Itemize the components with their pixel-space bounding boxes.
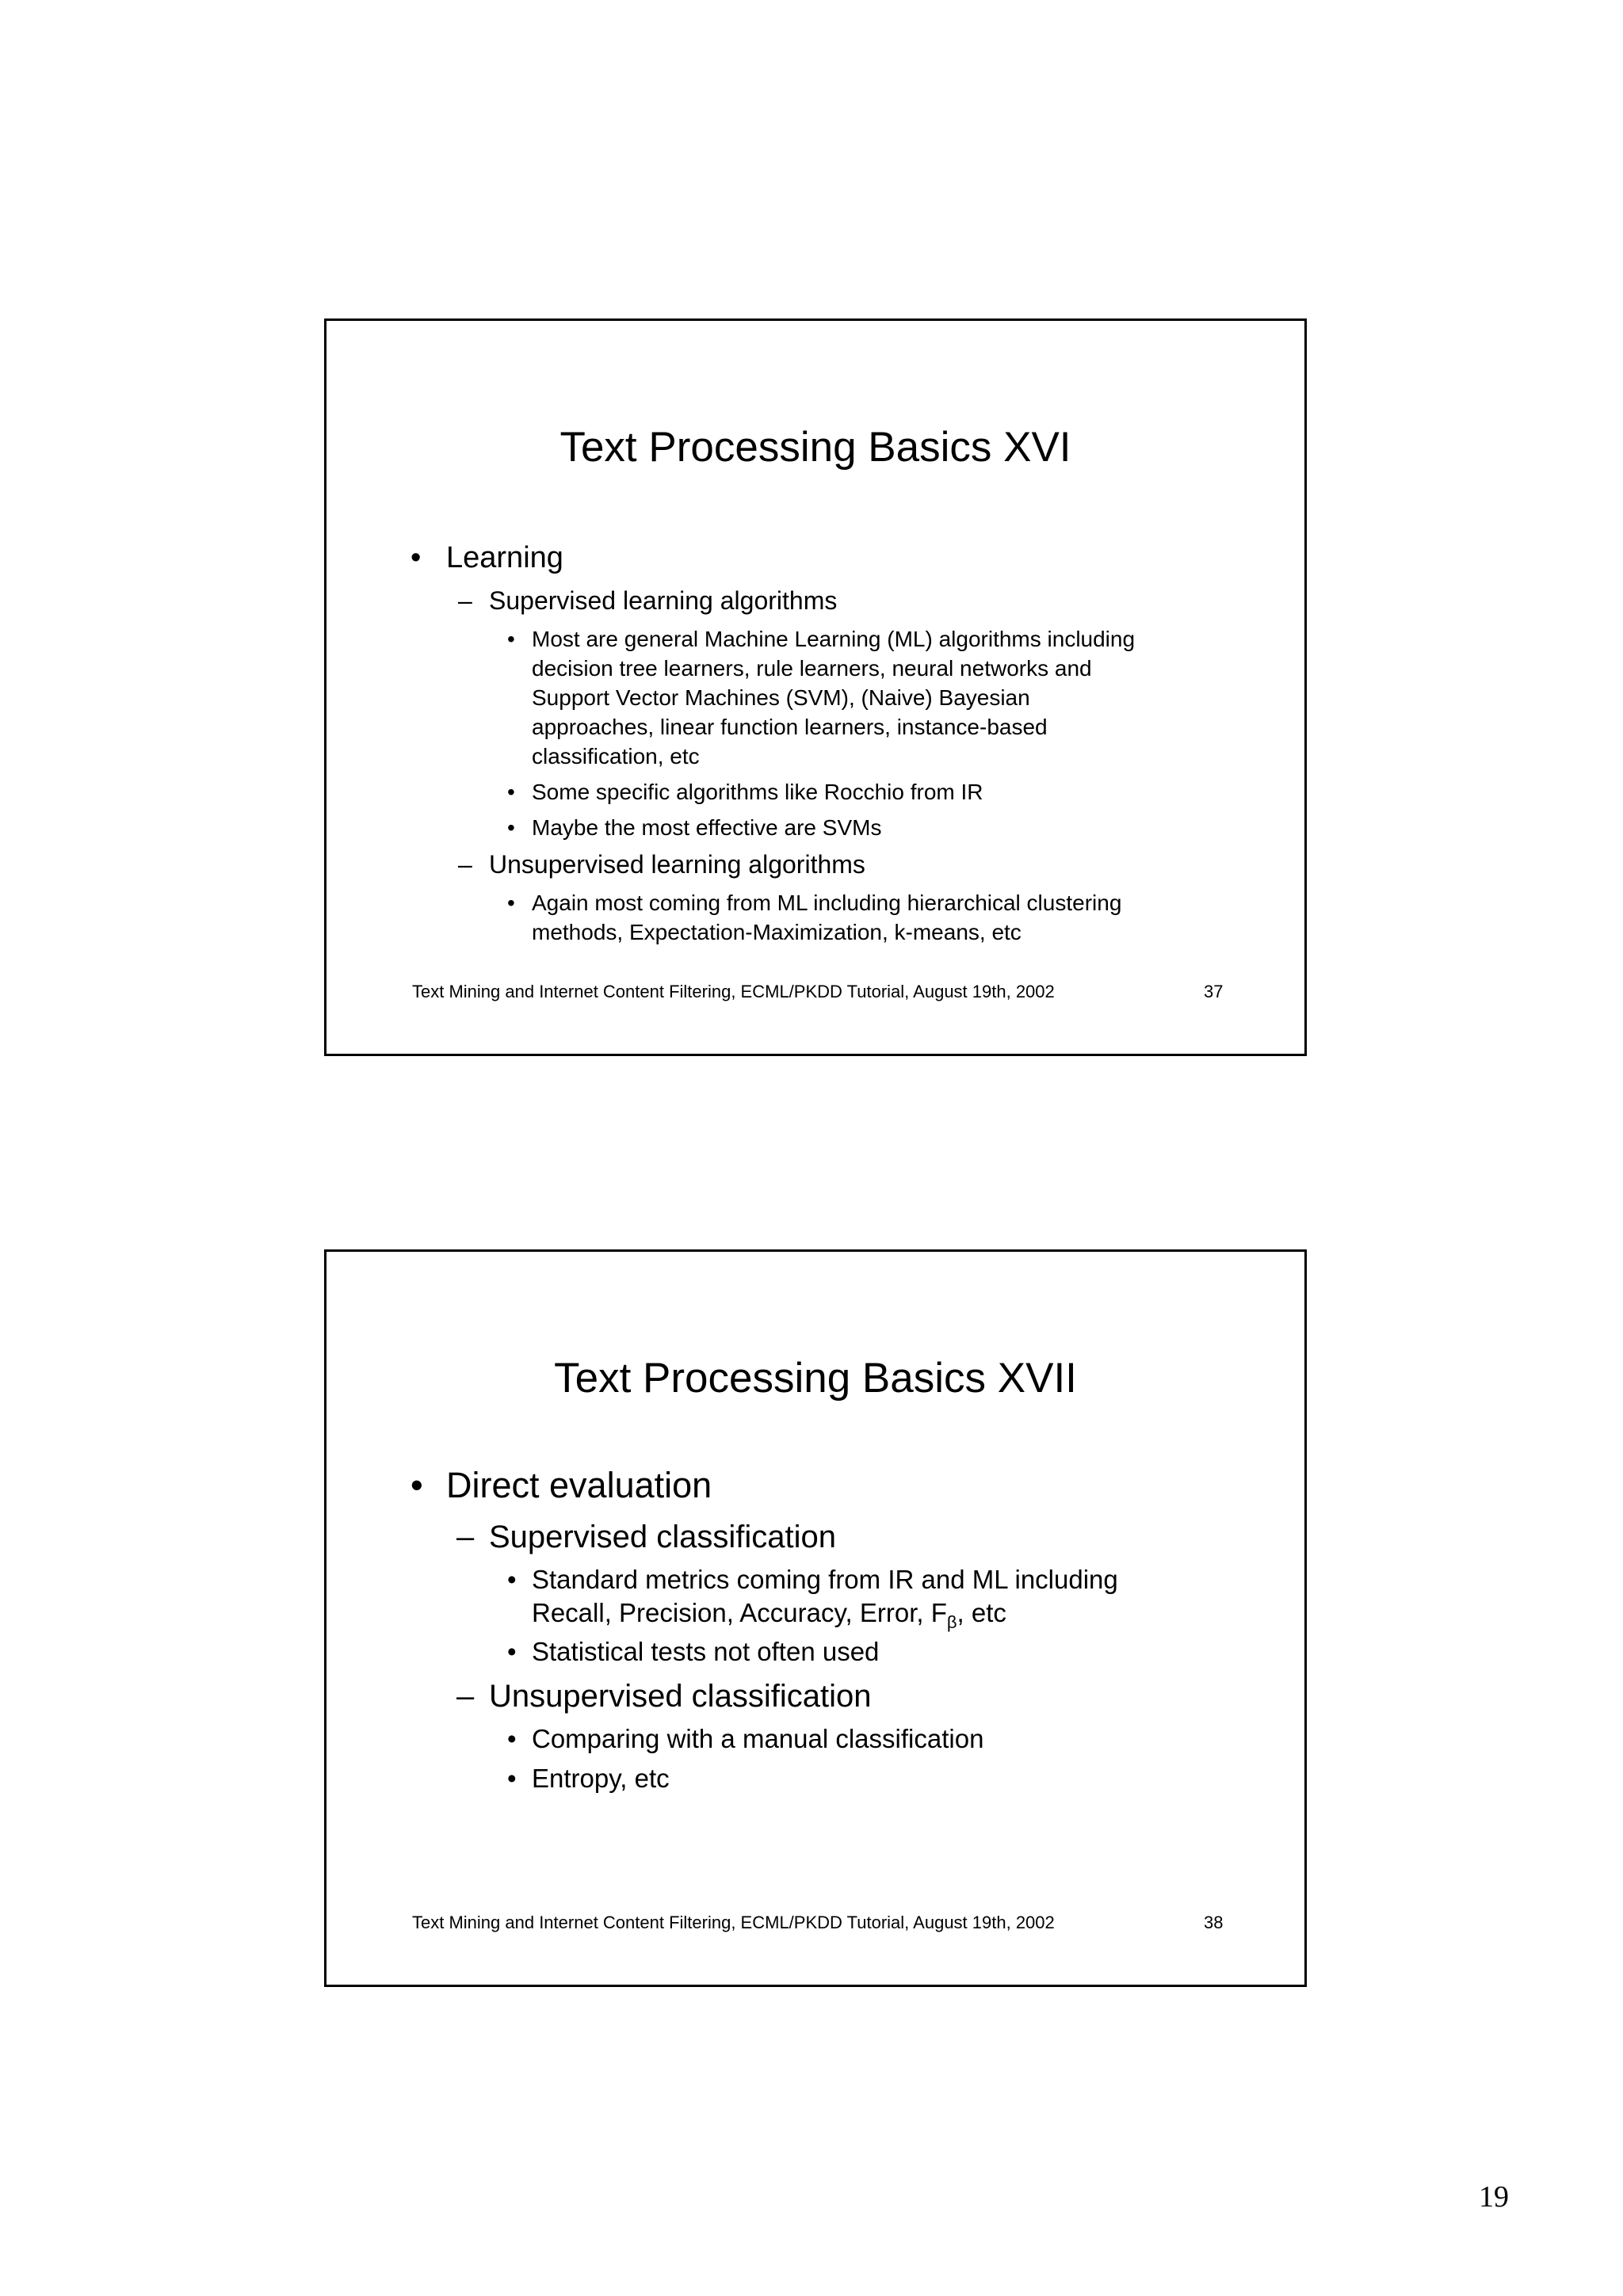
bullet-marker: • [411, 1465, 423, 1505]
page-number: 19 [1479, 2180, 1509, 2214]
bullet-marker: • [507, 1637, 517, 1666]
bullet-marker: • [507, 815, 515, 840]
dash-marker: – [458, 850, 472, 879]
sub-sub-bullet-text: Standard metrics coming from IR and ML including [532, 1565, 1118, 1594]
sub-bullet-text: Supervised classification [489, 1520, 836, 1554]
bullet-marker: • [507, 891, 515, 915]
slide-title: Text Processing Basics XVII [554, 1355, 1077, 1402]
bullet-marker: • [411, 541, 422, 574]
sub-sub-bullet-text: decision tree learners, rule learners, neural networks and [532, 656, 1092, 681]
sub-sub-bullet-text: Entropy, etc [532, 1764, 670, 1793]
slide-title: Text Processing Basics XVI [559, 424, 1071, 471]
sub-bullet-text: Unsupervised learning algorithms [489, 850, 865, 879]
sub-sub-bullet-text: classification, etc [532, 744, 700, 769]
dash-marker: – [456, 1520, 475, 1554]
bullet-marker: • [507, 1724, 517, 1753]
sub-bullet-text: Unsupervised classification [489, 1679, 872, 1714]
bullet-text: Direct evaluation [446, 1465, 712, 1505]
sub-sub-bullet-text: Statistical tests not often used [532, 1637, 880, 1666]
metrics-text-end: , etc [957, 1598, 1006, 1627]
sub-sub-bullet-text: Some specific algorithms like Rocchio from IR [532, 780, 983, 804]
slide-footer: Text Mining and Internet Content Filtering, ECML/PKDD Tutorial, August 19th, 2002 [412, 982, 1055, 1001]
bullet-marker: • [507, 780, 515, 804]
sub-sub-bullet-text: Again most coming from ML including hierarchical clustering [532, 891, 1122, 915]
slide-number: 37 [1204, 982, 1224, 1001]
dash-marker: – [458, 586, 472, 615]
slide-38 [324, 1249, 1307, 1987]
sub-sub-bullet-text: Support Vector Machines (SVM), (Naive) Bayesian [532, 685, 1030, 710]
sub-sub-bullet-text: Most are general Machine Learning (ML) algorithms including [532, 627, 1136, 651]
slide-footer: Text Mining and Internet Content Filtering, ECML/PKDD Tutorial, August 19th, 2002 [412, 1913, 1055, 1932]
slide-number: 38 [1204, 1913, 1224, 1932]
sub-sub-bullet-text: methods, Expectation-Maximization, k-means, etc [532, 920, 1022, 944]
sub-sub-bullet-text: Comparing with a manual classification [532, 1724, 984, 1753]
metrics-text: Recall, Precision, Accuracy, Error, F [532, 1598, 947, 1627]
sub-sub-bullet-text: Maybe the most effective are SVMs [532, 815, 882, 840]
sub-sub-bullet-text [532, 1596, 1006, 1630]
bullet-marker: • [507, 627, 515, 651]
slide-37 [324, 318, 1307, 1056]
bullet-marker: • [507, 1565, 517, 1594]
bullet-text: Learning [446, 541, 563, 574]
sub-bullet-text: Supervised learning algorithms [489, 586, 838, 615]
dash-marker: – [456, 1679, 475, 1714]
bullet-marker: • [507, 1764, 517, 1793]
beta-subscript: β [946, 1612, 957, 1632]
sub-sub-bullet-text: approaches, linear function learners, instance-based [532, 715, 1048, 739]
